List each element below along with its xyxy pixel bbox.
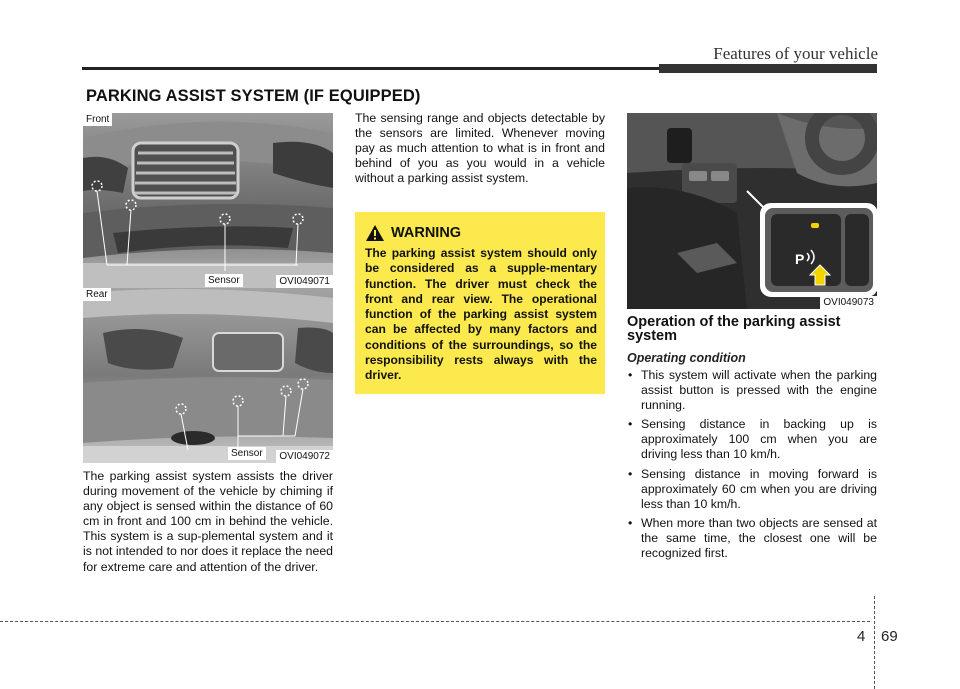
footer-dashed-divider <box>874 596 875 689</box>
front-sensor-label: Sensor <box>205 274 243 287</box>
parking-assist-button-symbol: P <box>795 251 805 267</box>
limitations-paragraph: The sensing range and objects detectable by the sensors are limited. Whenever moving pay as much attention to what is in front and behind of you as you would in a vehicle without a parking assist system. <box>355 111 605 186</box>
dashboard-image-code: OVI049073 <box>820 296 877 309</box>
header-bar <box>659 64 877 73</box>
front-label: Front <box>83 113 112 126</box>
list-item: • When more than two objects are sensed at the same time, the closest one will be recognized first. <box>628 515 877 561</box>
list-item: • This system will activate when the parking assist button is pressed with the engine running. <box>628 368 877 413</box>
front-image-code: OVI049071 <box>276 275 333 288</box>
intro-paragraph: The parking assist system assists the driver during movement of the vehicle by chiming if any object is sensed within the distance of 60 cm in front and 100 cm in behind the vehicle. This system is a sup-plemental system and it is not intended to nor does it replace the need for extreme care and attention of the driver. <box>83 469 333 574</box>
list-item: • Sensing distance in backing up is approximately 100 cm when you are driving less than 10 km/h. <box>628 417 877 462</box>
operating-conditions-list <box>627 368 877 561</box>
page-number: 69 <box>881 628 898 645</box>
chapter-number: 4 <box>857 628 866 645</box>
front-photo <box>83 113 333 288</box>
operating-condition-subheading: Operating condition <box>627 351 746 365</box>
warning-box <box>355 212 605 394</box>
footer-dashed-rule <box>0 621 870 622</box>
header-section-title: Features of your vehicle <box>713 44 878 63</box>
warning-title: WARNING <box>391 225 462 241</box>
header-rule <box>82 67 659 70</box>
rear-sensor-label: Sensor <box>228 447 266 460</box>
rear-label: Rear <box>83 288 111 301</box>
list-item: • Sensing distance in moving forward is approximately 60 cm when you are driving less than 10 km/h. <box>628 466 877 511</box>
operation-heading: Operation of the parking assist system <box>627 314 841 344</box>
page-title: PARKING ASSIST SYSTEM (IF EQUIPPED) <box>86 87 421 105</box>
rear-image-code: OVI049072 <box>276 450 333 463</box>
rear-photo <box>83 288 333 463</box>
dashboard-photo <box>627 113 877 309</box>
warning-triangle-icon <box>365 224 385 242</box>
warning-text: The parking assist system should only be considered as a supple-mentary function. The driver must check the front and rear view. The operational function of the parking assist system can be affected by many factors and conditions of the surroundings, so the responsibility rests always with the driver. <box>365 246 597 383</box>
